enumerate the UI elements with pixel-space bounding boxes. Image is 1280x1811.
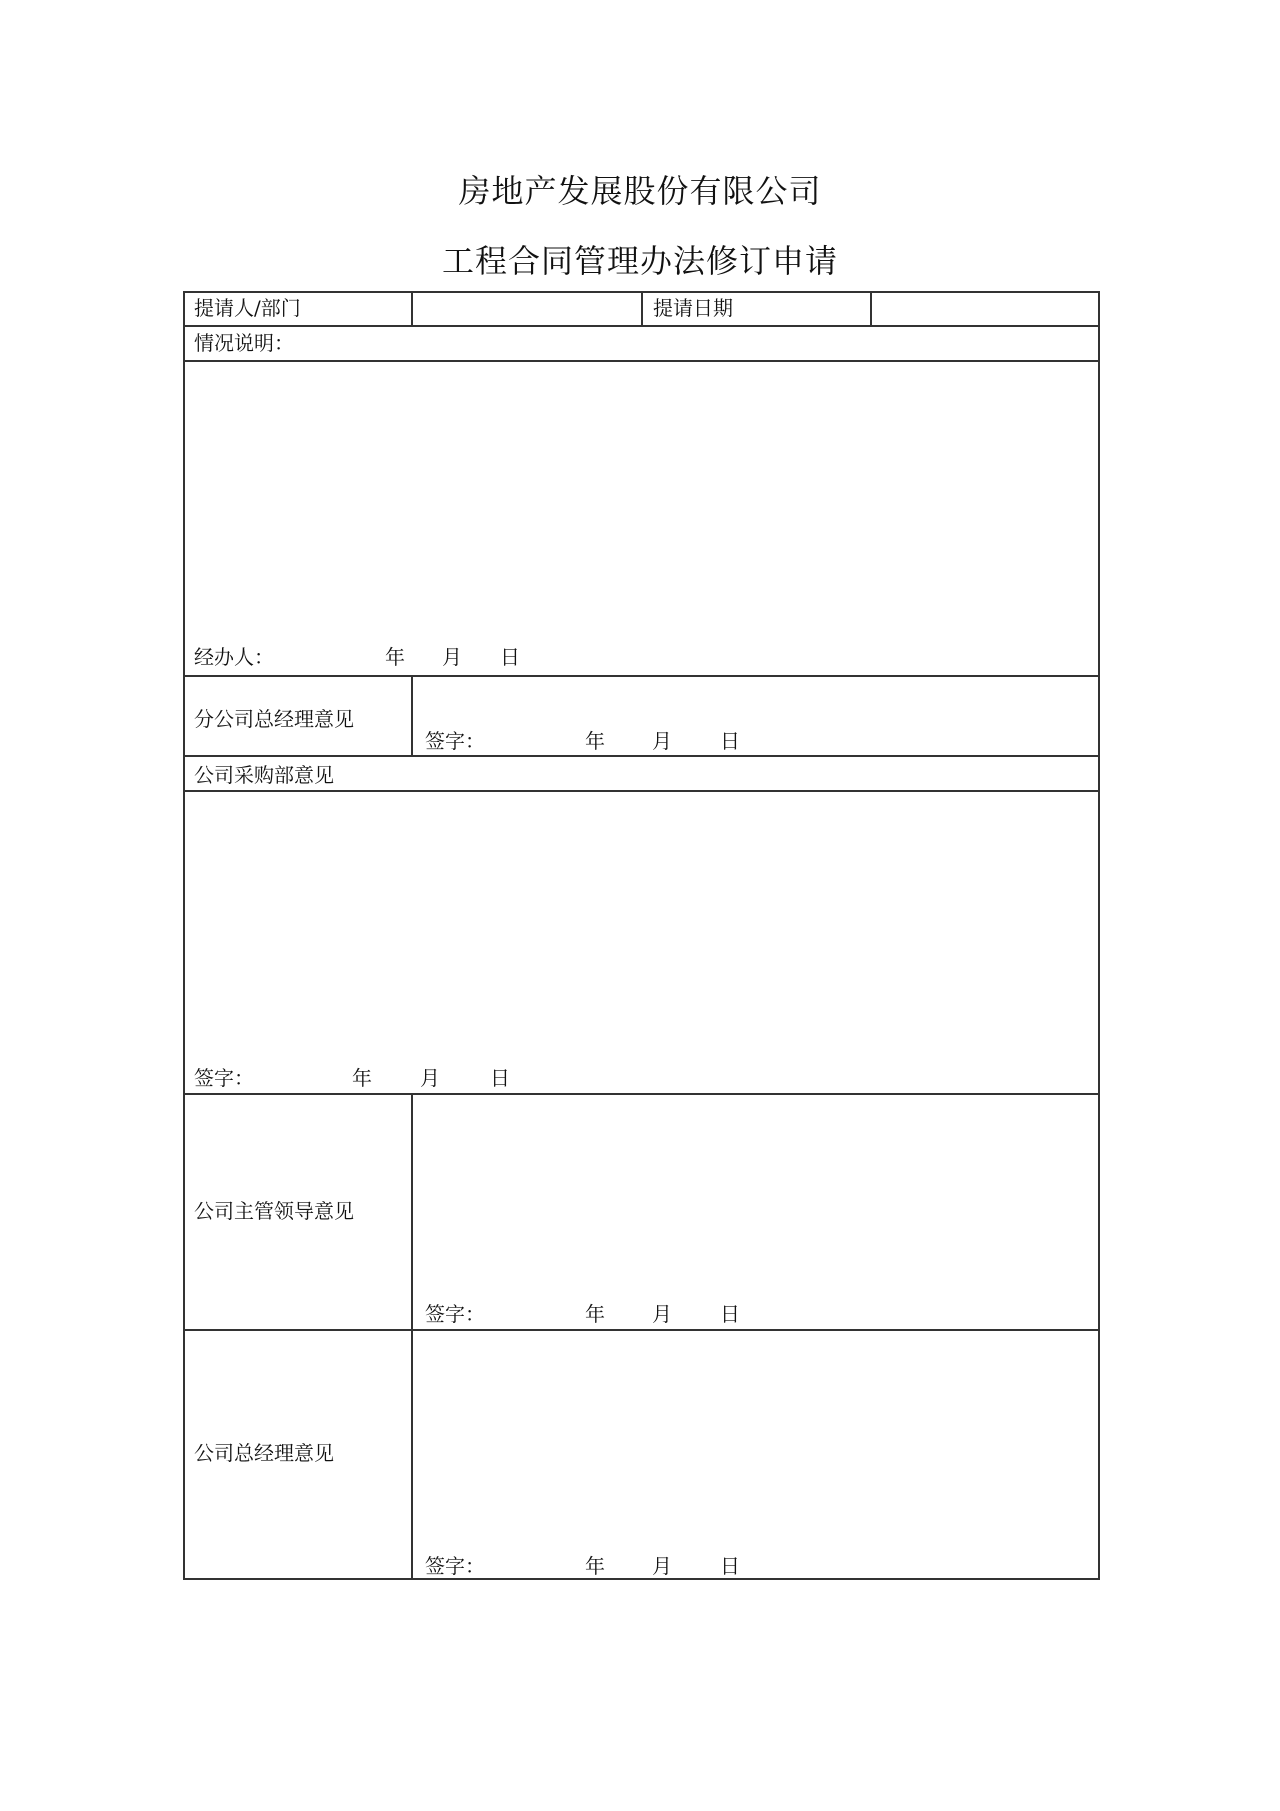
gm-year: 年 (585, 1554, 605, 1578)
supervisor-day: 日 (720, 1302, 740, 1326)
branch-gm-day: 日 (720, 729, 740, 753)
handler-year: 年 (385, 645, 405, 669)
supervisor-year: 年 (585, 1302, 605, 1326)
procurement-body-field[interactable] (185, 792, 1098, 1052)
applicant-label: 提请人/部门 (194, 296, 301, 320)
branch-gm-sign-label: 签字： (425, 729, 485, 753)
gm-sign-label: 签字： (425, 1554, 485, 1578)
applicant-field[interactable] (413, 293, 640, 325)
situation-body-field[interactable] (185, 362, 1098, 632)
situation-label: 情况说明： (194, 331, 294, 355)
supervisor-label: 公司主管领导意见 (194, 1199, 354, 1223)
procurement-year: 年 (352, 1066, 372, 1090)
gm-month: 月 (652, 1554, 672, 1578)
date-label: 提请日期 (653, 296, 733, 320)
table-border-right (1098, 291, 1100, 1580)
branch-gm-month: 月 (652, 729, 672, 753)
document-title: 工程合同管理办法修订申请 (441, 242, 838, 280)
gm-day: 日 (720, 1554, 740, 1578)
handler-label: 经办人： (194, 645, 274, 669)
branch-gm-label: 分公司总经理意见 (194, 707, 354, 731)
branch-gm-opinion-field[interactable] (413, 677, 1098, 755)
company-name: 房地产发展股份有限公司 (458, 172, 822, 210)
gm-opinion-field[interactable] (413, 1331, 1098, 1578)
row-divider (183, 755, 1100, 757)
supervisor-opinion-field[interactable] (413, 1095, 1098, 1329)
col-divider (641, 291, 643, 326)
handler-day: 日 (500, 645, 520, 669)
supervisor-sign-label: 签字： (425, 1302, 485, 1326)
procurement-sign-label: 签字： (194, 1066, 254, 1090)
supervisor-month: 月 (652, 1302, 672, 1326)
procurement-label: 公司采购部意见 (194, 763, 334, 787)
branch-gm-year: 年 (585, 729, 605, 753)
handler-month: 月 (442, 645, 462, 669)
procurement-month: 月 (420, 1066, 440, 1090)
gm-label: 公司总经理意见 (194, 1441, 334, 1465)
table-border-bottom (183, 1578, 1100, 1580)
procurement-day: 日 (490, 1066, 510, 1090)
date-field[interactable] (872, 293, 1098, 325)
